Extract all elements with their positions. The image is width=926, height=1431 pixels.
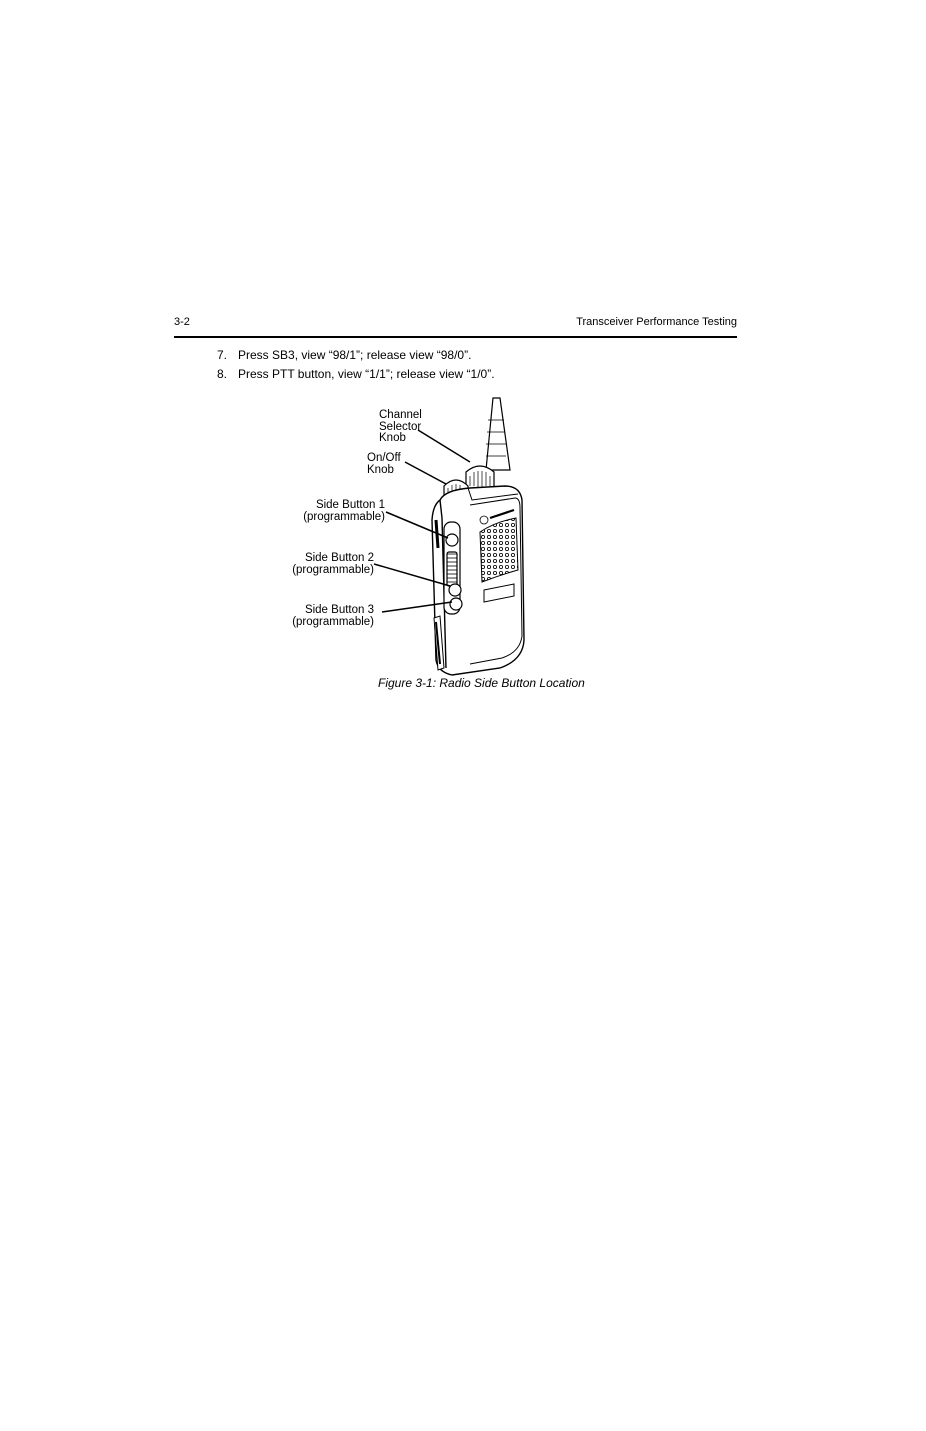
callout-line: (programmable) <box>292 563 374 576</box>
callout-line: Knob <box>379 432 406 444</box>
ptt-button-icon <box>447 552 457 586</box>
step-number: 8. <box>217 367 228 381</box>
step-number: 7. <box>217 348 228 362</box>
section-title: Transceiver Performance Testing <box>576 316 737 328</box>
side-button-3-icon <box>450 598 462 610</box>
callout-line: Selector <box>379 420 422 433</box>
callout-line: (programmable) <box>303 510 385 523</box>
side-button-1-icon <box>446 534 458 546</box>
step-text: Press PTT button, view “1/1”; release view “1/0”. <box>238 367 495 381</box>
callout-line: On/Off <box>367 452 401 464</box>
step-text: Press SB3, view “98/1”; release view “98/0”. <box>238 348 472 362</box>
antenna <box>486 398 510 470</box>
callout-line: (programmable) <box>292 615 374 628</box>
callout-line: Side Button 3 <box>304 604 374 616</box>
callout-line: Side Button 1 <box>315 499 385 511</box>
callout-line: Channel <box>379 409 422 421</box>
page-number: 3-2 <box>174 316 190 328</box>
callout-line: Knob <box>367 463 394 476</box>
radio-illustration <box>0 0 926 700</box>
side-button-2-icon <box>449 584 461 596</box>
callout-line: Side Button 2 <box>304 552 374 564</box>
figure-caption: Figure 3-1: Radio Side Button Location <box>378 676 585 690</box>
